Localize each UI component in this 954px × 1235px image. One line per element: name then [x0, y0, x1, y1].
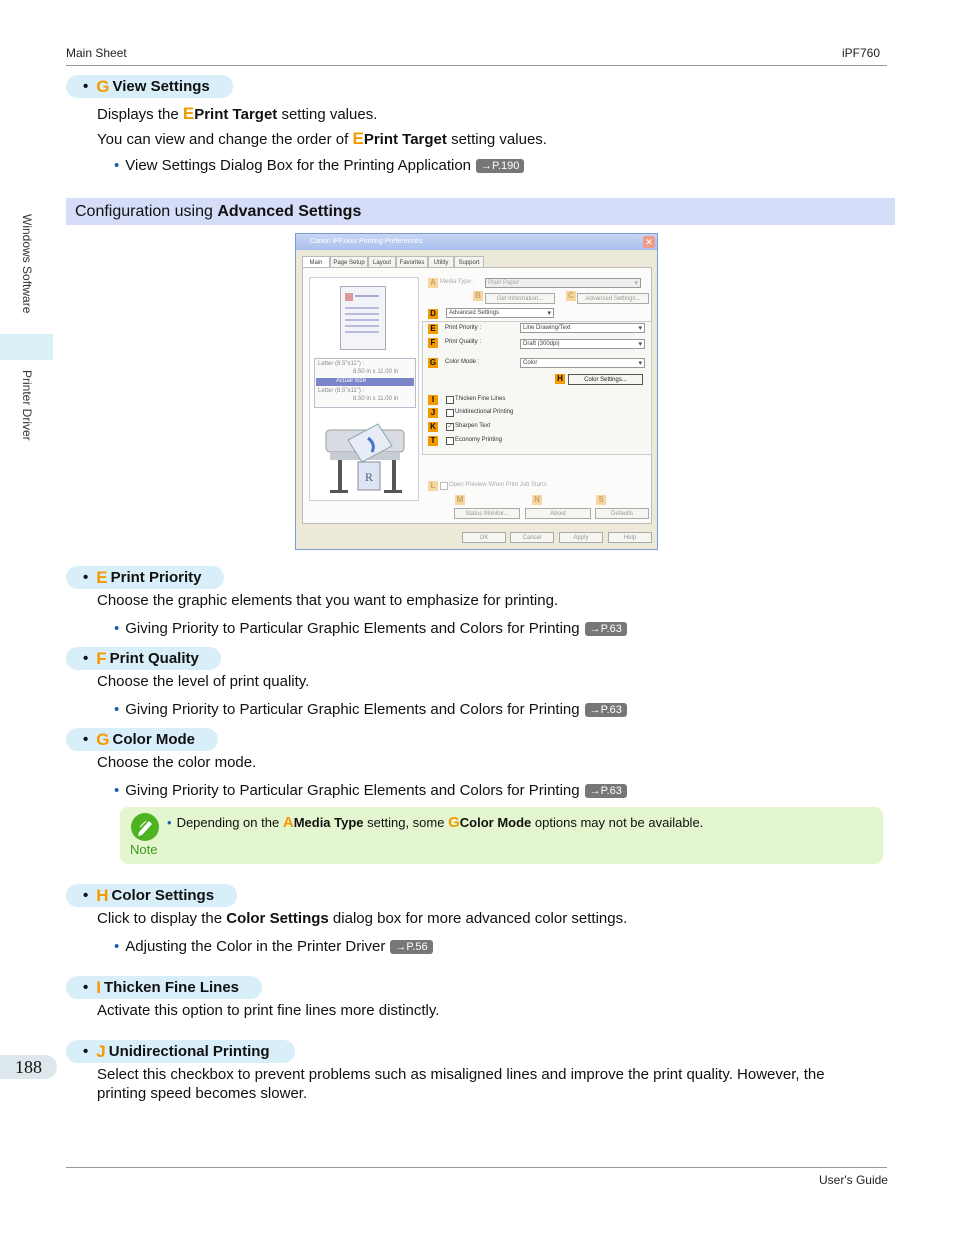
page-ref[interactable]: →P.56 [390, 940, 432, 954]
note-text: • Depending on the AMedia Type setting, some GColor Mode options may not be available. [167, 814, 704, 831]
view-settings-line2: You can view and change the order of EPrint Target setting values. [97, 129, 547, 148]
page-number: 188 [0, 1055, 57, 1079]
economy-printing-checkbox[interactable] [446, 437, 454, 445]
tab-page-setup[interactable]: Page Setup [330, 256, 368, 268]
media-type-select[interactable]: Plain Paper ▾ [485, 278, 641, 288]
unidirectional-desc-line1: Select this checkbox to prevent problems such as misaligned lines and improve the print quality. However, the [97, 1066, 825, 1083]
side-label-windows-software: Windows Software [20, 214, 34, 314]
callout-E: E [428, 324, 438, 334]
callout-N: N [532, 495, 542, 505]
print-priority-desc: Choose the graphic elements that you want to emphasize for printing. [97, 592, 559, 609]
callout-H: H [555, 374, 565, 384]
page-preview-thumbnail [340, 286, 386, 350]
main-tab-panel: Letter (8.5"x11") : 8.50 in x 11.00 in Actual Size Letter (8.5"x11") : 8.50 in x 11.00 in R A Media Type : Plain Paper ▾ B Get Information... C Advanced Settings... D Advanced Settings ▾ E Print Priority : Line Drawing/Text ▾ F Print Quality : Draft (300dpi) ▾ G Color Mode : Color ▾ H Color Settings... I Thicken Fine Lines J Unidirectional Printing K ✓ Sharpen Text T Economy Printing L Open Preview When Print Job Starts M N S Status Monitor... About Defaults [302, 267, 652, 524]
advanced-settings-button[interactable]: Advanced Settings... [577, 293, 649, 304]
print-quality-desc: Choose the level of print quality. [97, 673, 310, 690]
thicken-fine-lines-checkbox[interactable] [446, 396, 454, 404]
tab-main[interactable]: Main [302, 256, 330, 268]
heading-color-settings: • H Color Settings [66, 884, 237, 907]
note-label: Note [130, 842, 158, 857]
callout-F: F [428, 338, 438, 348]
page-ref[interactable]: →P.190 [476, 159, 524, 173]
defaults-button[interactable]: Defaults [595, 508, 649, 519]
color-mode-link[interactable]: • Giving Priority to Particular Graphic Elements and Colors for Printing →P.63 [114, 782, 627, 799]
callout-I: I [428, 395, 438, 405]
unidirectional-desc-line2: printing speed becomes slower. [97, 1085, 308, 1102]
print-quality-link[interactable]: • Giving Priority to Particular Graphic Elements and Colors for Printing →P.63 [114, 701, 627, 718]
callout-G: G [429, 358, 437, 367]
header-rule [66, 65, 887, 66]
mode-select[interactable]: Advanced Settings ▾ [446, 308, 554, 318]
printing-preferences-dialog [295, 233, 658, 550]
tab-layout[interactable]: Layout [368, 256, 396, 268]
section-heading-advanced-settings: Configuration using Advanced Settings [66, 198, 895, 225]
callout-D: D [428, 309, 438, 319]
side-tab-marker [0, 334, 53, 360]
color-settings-link[interactable]: • Adjusting the Color in the Printer Driver →P.56 [114, 938, 433, 955]
color-mode-select[interactable]: Color ▾ [520, 358, 645, 368]
tab-utility[interactable]: Utility [428, 256, 454, 268]
callout-A: A [428, 278, 438, 288]
get-information-button[interactable]: Get Information... [485, 293, 555, 304]
callout-J: J [428, 408, 438, 418]
svg-text:R: R [365, 470, 374, 484]
sharpen-text-checkbox[interactable]: ✓ [447, 424, 453, 430]
tab-support[interactable]: Support [454, 256, 484, 268]
callout-T: T [428, 436, 438, 446]
cancel-button[interactable]: Cancel [510, 532, 554, 543]
heading-unidirectional-printing: • J Unidirectional Printing [66, 1040, 295, 1063]
page-ref[interactable]: →P.63 [585, 703, 627, 717]
tab-favorites[interactable]: Favorites [396, 256, 428, 268]
preview-area [309, 277, 419, 501]
side-label-printer-driver: Printer Driver [20, 370, 34, 441]
close-icon[interactable]: ✕ [643, 236, 655, 248]
callout-C: C [566, 291, 576, 301]
print-priority-select[interactable]: Line Drawing/Text ▾ [520, 323, 645, 333]
heading-color-mode: • G Color Mode [66, 728, 218, 751]
view-settings-line1: Displays the EPrint Target setting values. [97, 104, 378, 123]
color-settings-desc: Click to display the Color Settings dialog box for more advanced color settings. [97, 910, 628, 927]
callout-M: M [456, 495, 464, 504]
heading-print-priority: • E Print Priority [66, 566, 224, 589]
help-button[interactable]: Help [608, 532, 652, 543]
printer-illustration [318, 410, 413, 498]
heading-view-settings: • G View Settings [66, 75, 233, 98]
ok-button[interactable]: OK [462, 532, 506, 543]
heading-thicken-fine-lines: • I Thicken Fine Lines [66, 976, 262, 999]
print-quality-select[interactable]: Draft (300dpi) ▾ [520, 339, 645, 349]
note-pencil-icon [131, 813, 159, 841]
callout-L: L [428, 481, 438, 491]
callout-S: S [596, 495, 606, 505]
paper-size-info: Letter (8.5"x11") : 8.50 in x 11.00 in Actual Size Letter (8.5"x11") : 8.50 in x 11.00 in [314, 358, 416, 408]
apply-button[interactable]: Apply [559, 532, 603, 543]
heading-print-quality: • F Print Quality [66, 647, 221, 670]
unidirectional-printing-checkbox[interactable] [446, 409, 454, 417]
status-monitor-button[interactable]: Status Monitor... [454, 508, 520, 519]
footer-rule [66, 1167, 887, 1168]
about-button[interactable]: About [525, 508, 591, 519]
color-settings-button[interactable]: Color Settings... [568, 374, 643, 385]
running-header-right: iPF760 [842, 46, 881, 60]
color-mode-desc: Choose the color mode. [97, 754, 257, 771]
view-settings-link[interactable]: • View Settings Dialog Box for the Printing Application →P.190 [114, 157, 524, 174]
callout-K: K [428, 422, 438, 432]
running-footer-right: User's Guide [819, 1173, 888, 1187]
page-ref[interactable]: →P.63 [585, 622, 627, 636]
dialog-title: Canon iPFxxxx Printing Preferences [296, 234, 657, 250]
callout-B: B [473, 291, 483, 301]
thicken-fine-lines-desc: Activate this option to print fine lines more distinctly. [97, 1002, 440, 1019]
running-header-left: Main Sheet [66, 46, 127, 60]
page-ref[interactable]: →P.63 [585, 784, 627, 798]
open-preview-checkbox[interactable] [440, 482, 448, 490]
print-priority-link[interactable]: • Giving Priority to Particular Graphic Elements and Colors for Printing →P.63 [114, 620, 627, 637]
